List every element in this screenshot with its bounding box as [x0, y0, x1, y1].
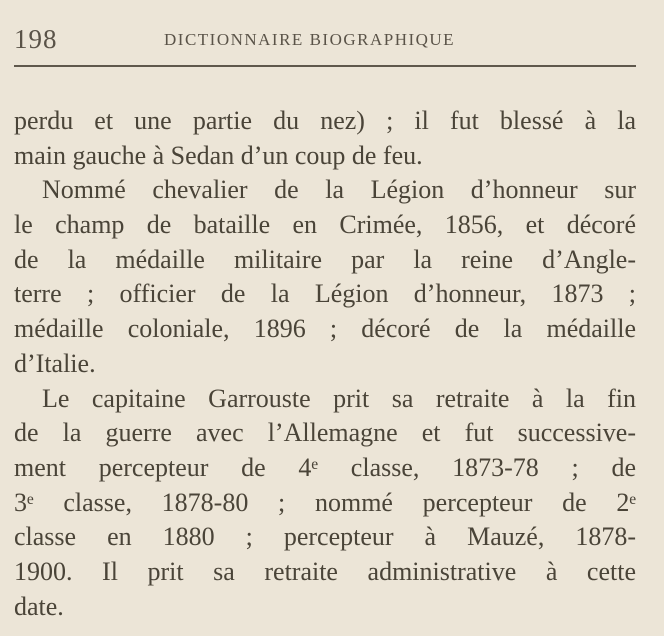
text-line: d’Italie.	[14, 348, 96, 378]
body-text	[14, 104, 644, 624]
text-line: classe en 1880 ; percepteur à Mauzé, 1878-	[14, 522, 636, 552]
text-line: terre ; officier de la Légion d’honneur, 1873 ;	[14, 279, 636, 309]
header-rule	[14, 65, 636, 67]
text-line: Le capitaine Garrouste prit sa retraite à la fin	[42, 383, 636, 413]
page-header	[14, 18, 636, 52]
text-line: 1900. Il prit sa retraite administrative à cette	[14, 556, 636, 586]
text-line: médaille coloniale, 1896 ; décoré de la médaille	[14, 314, 636, 344]
text-line: ment percepteur de 4ᵉ classe, 1873-78 ; de	[14, 452, 636, 482]
text-line: perdu et une partie du nez) ; il fut blessé à la	[14, 106, 636, 135]
text-line: de la médaille militaire par la reine d’Angle-	[14, 244, 636, 274]
text-line: de la guerre avec l’Allemagne et fut successive-	[14, 418, 636, 448]
text-line: main gauche à Sedan d’un coup de feu.	[14, 140, 423, 170]
running-head: DICTIONNAIRE BIOGRAPHIQUE	[164, 30, 456, 49]
text-line: le champ de bataille en Crimée, 1856, et décoré	[14, 210, 636, 240]
page-number: 198	[14, 24, 58, 54]
text-line: date.	[14, 591, 64, 621]
text-line: 3ᵉ classe, 1878-80 ; nommé percepteur de 2ᵉ	[14, 487, 636, 517]
text-line: Nommé chevalier de la Légion d’honneur sur	[42, 175, 636, 205]
